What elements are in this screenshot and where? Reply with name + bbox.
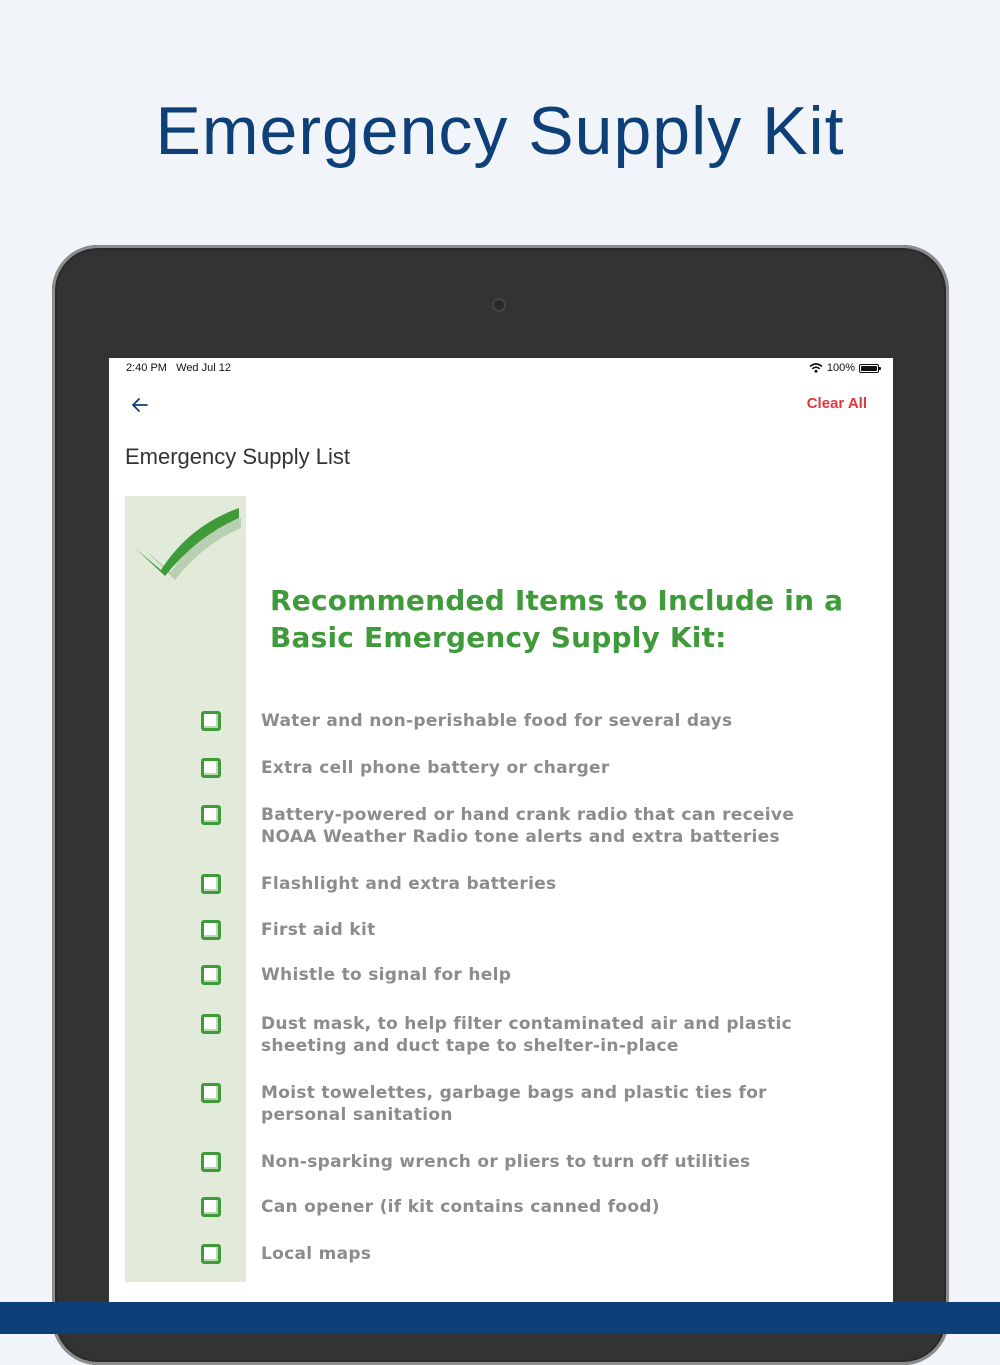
checkbox[interactable]	[201, 874, 221, 894]
camera-icon	[494, 300, 504, 310]
checklist-item[interactable]	[201, 804, 891, 848]
status-bar	[109, 358, 893, 380]
checklist-item-label: Can opener (if kit contains canned food)	[261, 1197, 660, 1217]
checklist-item[interactable]	[201, 919, 891, 941]
hero-title: Emergency Supply Kit	[155, 93, 845, 169]
arrow-left-icon	[131, 397, 149, 413]
page-title: Emergency Supply List	[125, 444, 350, 469]
checkbox[interactable]	[201, 1014, 221, 1034]
tablet-frame	[52, 245, 949, 1365]
status-time: 2:40 PM Wed Jul 12	[126, 362, 231, 374]
checklist-item[interactable]	[201, 1243, 891, 1265]
wifi-icon	[809, 363, 823, 373]
checklist-item-label: Dust mask, to help filter contaminated air and plastic sheeting and duct tape to shelter-in-place	[261, 1014, 793, 1056]
battery-icon	[859, 364, 879, 373]
checklist-item[interactable]	[201, 1196, 891, 1218]
checkbox[interactable]	[201, 1244, 221, 1264]
supply-checklist-poster	[125, 496, 893, 1286]
checkbox[interactable]	[201, 711, 221, 731]
checkbox[interactable]	[201, 965, 221, 985]
checklist-item-label: Whistle to signal for help	[261, 965, 512, 985]
checklist-item-label: Moist towelettes, garbage bags and plastic ties for personal sanitation	[261, 1083, 767, 1125]
checklist-item-label: Non-sparking wrench or pliers to turn off utilities	[261, 1152, 751, 1172]
checklist-item-label: Flashlight and extra batteries	[261, 874, 557, 894]
checklist-item-label: First aid kit	[261, 920, 376, 940]
checklist-item[interactable]	[201, 873, 891, 895]
checklist-item[interactable]	[201, 964, 891, 986]
checklist-item[interactable]	[201, 710, 891, 732]
back-button[interactable]	[125, 390, 155, 420]
checkbox[interactable]	[201, 920, 221, 940]
checklist-item[interactable]	[201, 1082, 891, 1126]
checkmark-icon	[131, 506, 245, 580]
checklist-item[interactable]	[201, 1151, 891, 1173]
checklist-item-label: Battery-powered or hand crank radio that can receive NOAA Weather Radio tone alerts and extra batteries	[261, 805, 795, 847]
status-indicators	[809, 362, 879, 374]
bottom-band	[0, 1302, 1000, 1334]
checkbox[interactable]	[201, 1197, 221, 1217]
clear-all-button[interactable]: Clear All	[806, 395, 867, 412]
checkbox[interactable]	[201, 758, 221, 778]
checkbox[interactable]	[201, 1152, 221, 1172]
checklist-item-label: Water and non-perishable food for several days	[261, 711, 733, 731]
checklist-item[interactable]	[201, 1013, 891, 1057]
checkbox[interactable]	[201, 1083, 221, 1103]
battery-percent: 100%	[826, 362, 855, 374]
checklist-item-label: Local maps	[261, 1244, 372, 1264]
checkbox[interactable]	[201, 805, 221, 825]
checklist-item[interactable]	[201, 757, 891, 779]
app-screen	[109, 358, 893, 1318]
poster-heading: Recommended Items to Include in a Basic Emergency Supply Kit:	[270, 584, 844, 654]
checklist-item-label: Extra cell phone battery or charger	[261, 758, 610, 778]
